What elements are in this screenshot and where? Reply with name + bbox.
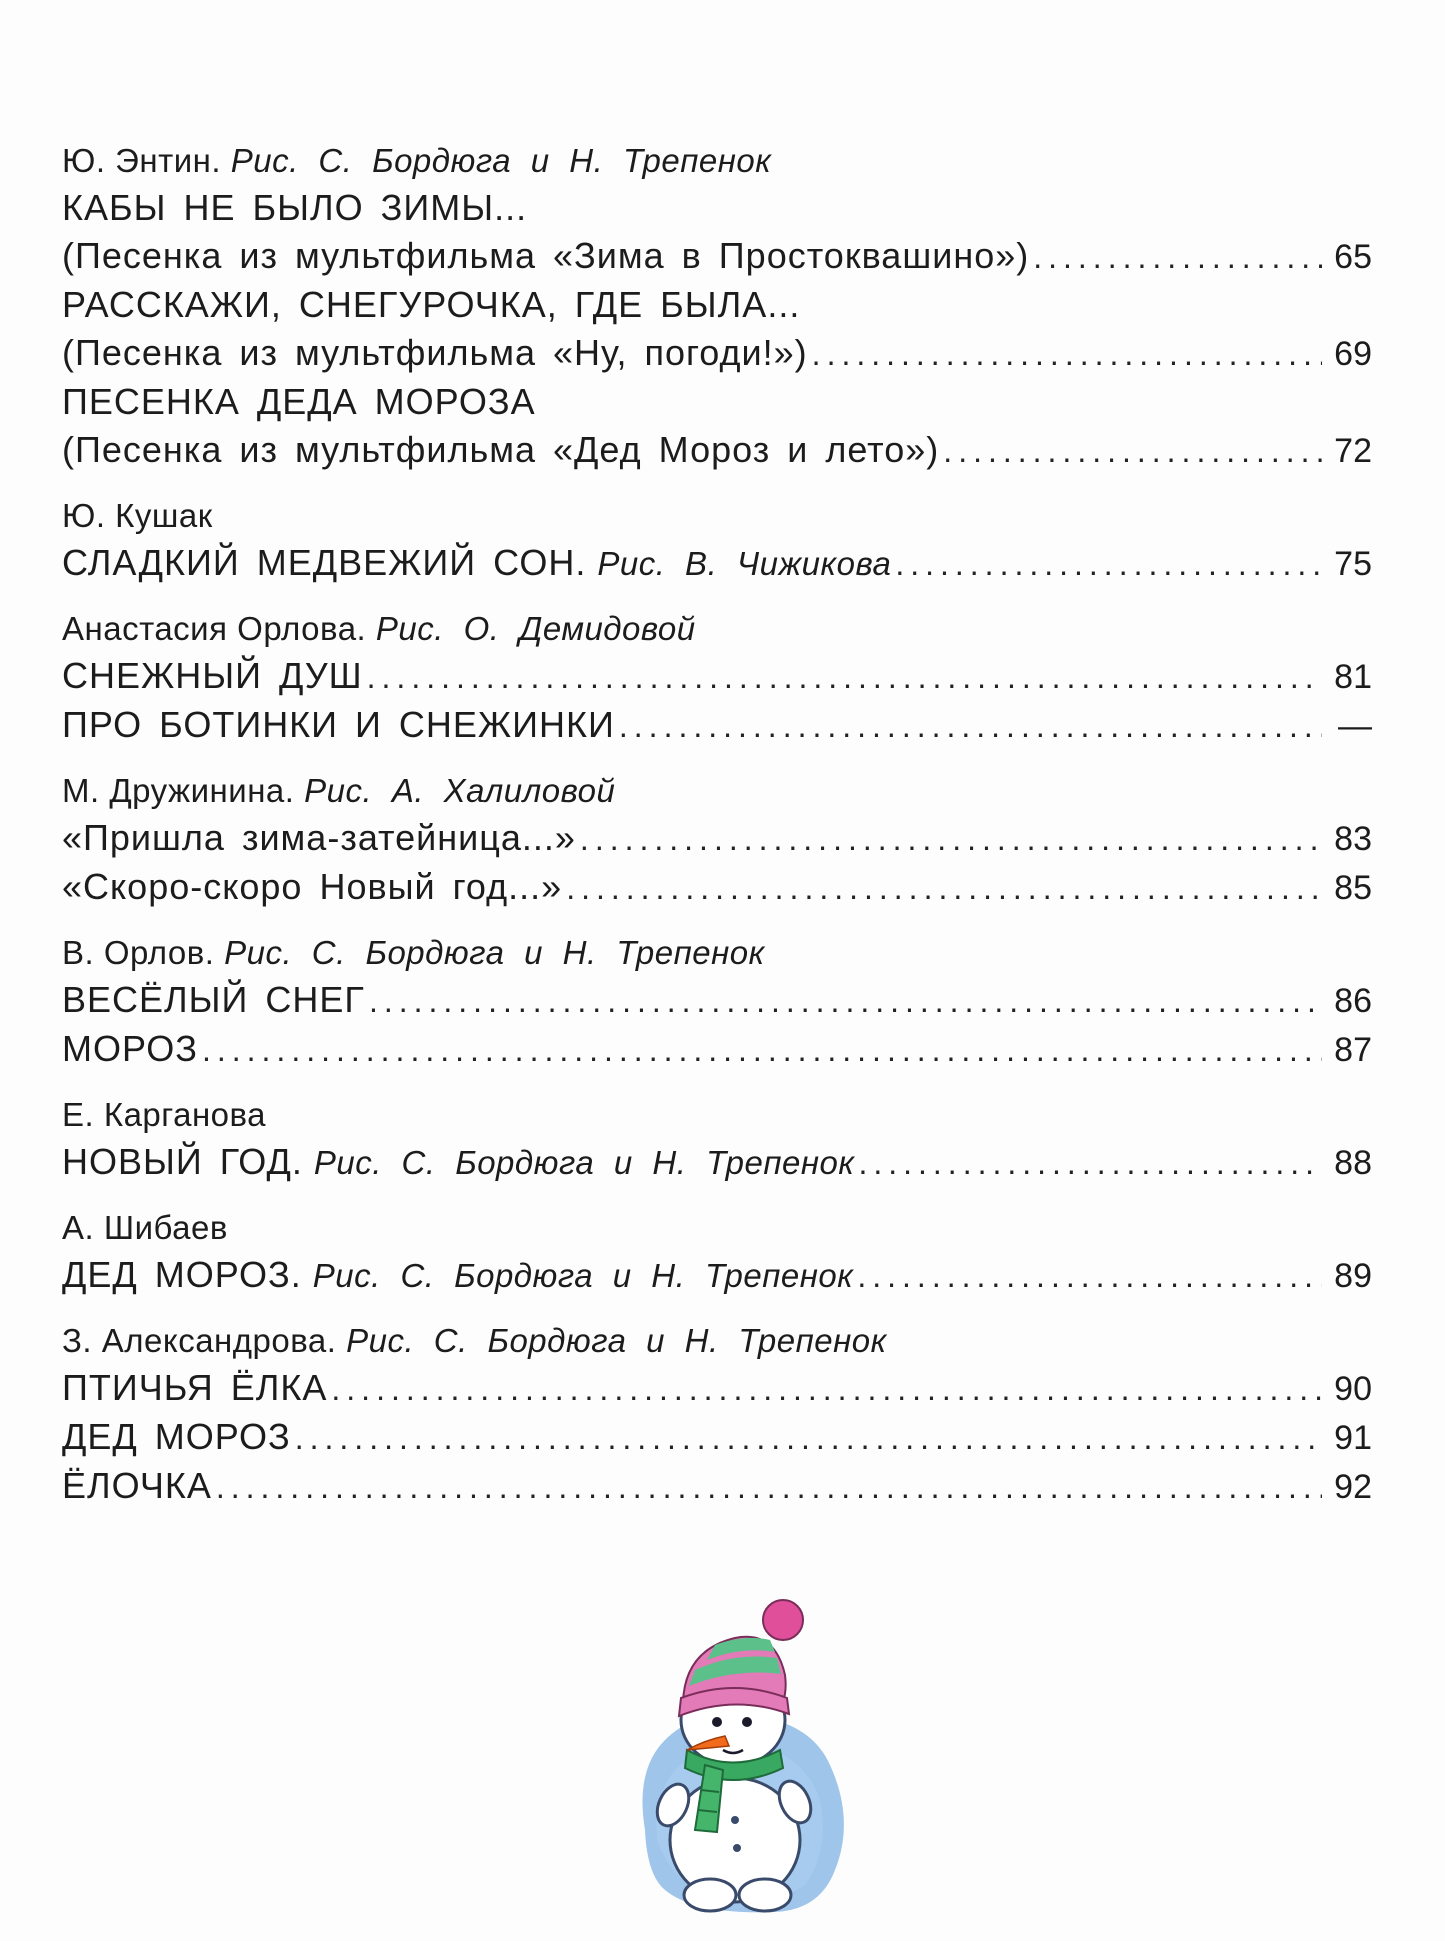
- author-line: [62, 138, 1372, 184]
- author-line: [62, 606, 1372, 652]
- entry-title: ДЕД МОРОЗ.: [62, 1254, 302, 1295]
- dot-leader: [566, 864, 1322, 912]
- illustrator-credit: Рис. С. Бордюга и Н. Трепенок: [230, 142, 772, 179]
- page-number: 88: [1334, 1144, 1372, 1182]
- page-number: 72: [1334, 432, 1372, 470]
- dot-leader: [812, 330, 1322, 378]
- dot-leader: [943, 427, 1322, 475]
- entry-title: «Пришла зима-затейница...»: [62, 817, 576, 858]
- toc-entry: [62, 976, 1372, 1025]
- toc-section: [62, 1205, 1372, 1300]
- entry-title: ПЕСЕНКА ДЕДА МОРОЗА: [62, 381, 536, 422]
- toc-section: [62, 138, 1372, 475]
- dot-leader: [895, 540, 1322, 588]
- toc-entry: [62, 1364, 1372, 1413]
- page-number: 91: [1334, 1419, 1372, 1457]
- toc-entry: [62, 814, 1372, 863]
- dot-leader: [331, 1365, 1322, 1413]
- author-name: Ю. Энтин.: [62, 142, 222, 179]
- entry-title: РАССКАЖИ, СНЕГУРОЧКА, ГДЕ БЫЛА...: [62, 284, 801, 325]
- dot-leader: [369, 977, 1322, 1025]
- illustrator-credit: Рис. А. Халиловой: [304, 772, 616, 809]
- page-number: 90: [1334, 1370, 1372, 1408]
- entry-title: ПРО БОТИНКИ И СНЕЖИНКИ: [62, 704, 615, 745]
- toc-entry: [62, 232, 1372, 281]
- dot-leader: [367, 653, 1322, 701]
- toc-entry: [62, 539, 1372, 588]
- toc-entry: [62, 329, 1372, 378]
- page-number: 92: [1334, 1468, 1372, 1506]
- toc-entry: [62, 1025, 1372, 1074]
- author-name: Анастасия Орлова.: [62, 610, 367, 647]
- author-line: [62, 493, 1372, 539]
- entry-title: «Скоро-скоро Новый год...»: [62, 866, 563, 907]
- toc-entry: [62, 1413, 1372, 1462]
- entry-title: НОВЫЙ ГОД.: [62, 1141, 303, 1182]
- dot-leader: [857, 1252, 1322, 1300]
- illustrator-credit: Рис. С. Бордюга и Н. Трепенок: [313, 1144, 855, 1181]
- author-name: В. Орлов.: [62, 934, 215, 971]
- dot-leader: [202, 1026, 1322, 1074]
- dot-leader: [295, 1414, 1322, 1462]
- toc-entry: [62, 1251, 1372, 1300]
- author-name: Е. Карганова: [62, 1096, 267, 1133]
- toc-entry: [62, 426, 1372, 475]
- snowman-icon: [625, 1590, 865, 1920]
- toc-entry: [62, 184, 1372, 232]
- author-name: З. Александрова.: [62, 1322, 337, 1359]
- illustrator-credit: Рис. С. Бордюга и Н. Трепенок: [224, 934, 765, 971]
- author-line: [62, 1318, 1372, 1364]
- dot-leader: [619, 702, 1322, 750]
- entry-title: ВЕСЁЛЫЙ СНЕГ: [62, 979, 365, 1020]
- illustrator-credit: Рис. С. Бордюга и Н. Трепенок: [312, 1257, 854, 1294]
- toc-entry: [62, 1138, 1372, 1187]
- entry-title: ЁЛОЧКА: [62, 1465, 212, 1506]
- entry-title: СНЕЖНЫЙ ДУШ: [62, 655, 363, 696]
- entry-title: ДЕД МОРОЗ: [62, 1416, 291, 1457]
- toc-section: [62, 930, 1372, 1074]
- page-number: 81: [1334, 658, 1372, 696]
- entry-title: (Песенка из мультфильма «Дед Мороз и лето»): [62, 429, 940, 470]
- dot-leader: [216, 1463, 1322, 1511]
- toc-section: [62, 768, 1372, 912]
- page-number: 75: [1334, 545, 1372, 583]
- illustrator-credit: Рис. О. Демидовой: [375, 610, 696, 647]
- entry-title: (Песенка из мультфильма «Зима в Простоквашино»): [62, 235, 1030, 276]
- author-line: [62, 1205, 1372, 1251]
- page-number: 85: [1334, 869, 1372, 907]
- toc-section: [62, 493, 1372, 588]
- page-number: 83: [1334, 820, 1372, 858]
- entry-title: МОРОЗ: [62, 1028, 198, 1069]
- page-number: 65: [1334, 238, 1372, 276]
- author-name: М. Дружинина.: [62, 772, 295, 809]
- toc-entry: [62, 281, 1372, 329]
- page-number: —: [1338, 707, 1372, 745]
- author-name: А. Шибаев: [62, 1209, 228, 1246]
- toc-section: [62, 1092, 1372, 1187]
- table-of-contents: [62, 138, 1372, 1529]
- dot-leader: [1033, 233, 1322, 281]
- page-number: 89: [1334, 1257, 1372, 1295]
- dot-leader: [858, 1139, 1322, 1187]
- illustrator-credit: Рис. С. Бордюга и Н. Трепенок: [346, 1322, 887, 1359]
- author-line: [62, 930, 1372, 976]
- toc-entry: [62, 378, 1372, 426]
- entry-title: ПТИЧЬЯ ЁЛКА: [62, 1367, 328, 1408]
- entry-title: (Песенка из мультфильма «Ну, погоди!»): [62, 332, 808, 373]
- toc-entry: [62, 701, 1372, 750]
- toc-section: [62, 606, 1372, 750]
- entry-title: КАБЫ НЕ БЫЛО ЗИМЫ...: [62, 187, 528, 228]
- page-number: 87: [1334, 1031, 1372, 1069]
- author-line: [62, 1092, 1372, 1138]
- toc-entry: [62, 652, 1372, 701]
- illustrator-credit: Рис. В. Чижикова: [597, 545, 892, 582]
- author-name: Ю. Кушак: [62, 497, 213, 534]
- toc-entry: [62, 1462, 1372, 1511]
- dot-leader: [580, 815, 1322, 863]
- page-number: 86: [1334, 982, 1372, 1020]
- author-line: [62, 768, 1372, 814]
- entry-title: СЛАДКИЙ МЕДВЕЖИЙ СОН.: [62, 542, 587, 583]
- page-number: 69: [1334, 335, 1372, 373]
- toc-section: [62, 1318, 1372, 1511]
- toc-entry: [62, 863, 1372, 912]
